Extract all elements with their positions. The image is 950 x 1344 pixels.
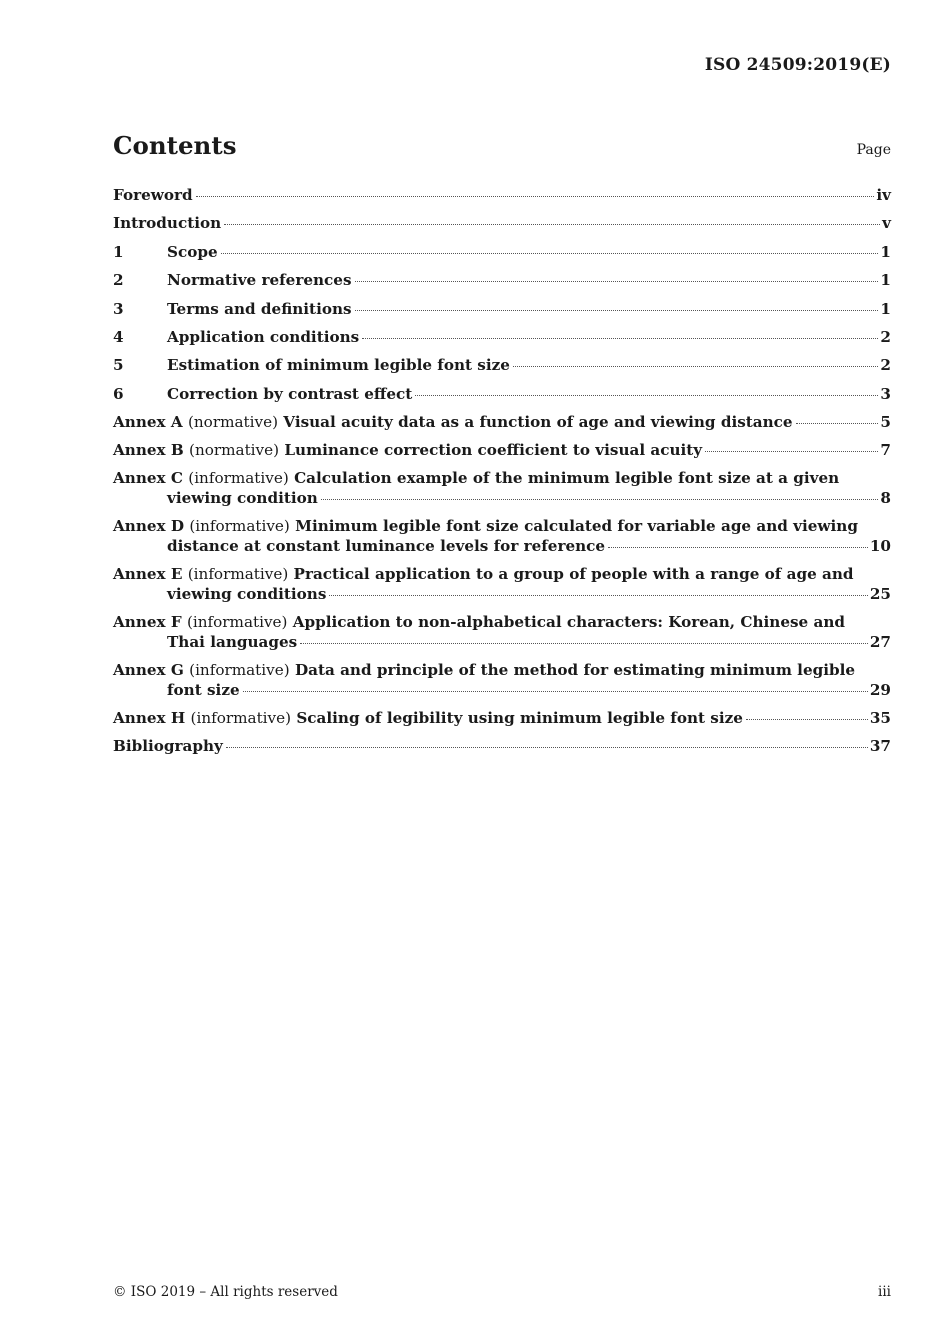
dot-leader — [513, 366, 879, 367]
annex-heading — [113, 708, 743, 728]
dot-leader — [608, 547, 868, 548]
annex-title: Calculation example of the minimum legible font size at a given — [294, 469, 840, 488]
toc-page: 7 — [880, 441, 891, 460]
annex-type: (normative) — [187, 413, 278, 432]
annex-type: (informative) — [188, 469, 289, 488]
annex-title-continued: Thai languages — [167, 633, 298, 652]
toc-page: 3 — [880, 384, 891, 403]
footer-page-number: iii — [878, 1284, 891, 1300]
toc-page: 1 — [880, 242, 891, 261]
dot-leader — [321, 499, 879, 500]
annex-title: Application to non-alphabetical characters: Korean, Chinese and — [292, 613, 845, 632]
annex-title: Visual acuity data as a function of age and viewing distance — [283, 413, 793, 432]
dot-leader — [329, 595, 867, 596]
page-column-label: Page — [856, 142, 891, 158]
dot-leader — [243, 691, 868, 692]
annex-heading — [113, 440, 702, 460]
annex-label: Annex B — [113, 441, 184, 460]
dot-leader — [362, 338, 878, 339]
annex-label: Annex F — [113, 613, 182, 632]
toc-title: Terms and definitions — [167, 299, 352, 318]
dot-leader — [796, 423, 879, 424]
toc-page: 8 — [880, 489, 891, 508]
annex-title: Data and principle of the method for estimating minimum legible — [294, 661, 856, 680]
toc-entry-introduction[interactable] — [113, 213, 891, 233]
toc-entry-annex-a[interactable] — [113, 412, 891, 432]
annex-heading — [113, 660, 891, 680]
toc-entry-bibliography[interactable] — [113, 736, 891, 756]
toc-number: 3 — [113, 299, 124, 318]
toc-title: Bibliography — [113, 737, 223, 756]
dot-leader — [705, 451, 878, 452]
toc-title: Application conditions — [167, 327, 360, 346]
annex-label: Annex G — [113, 661, 184, 680]
toc-entry-annex-c[interactable] — [113, 468, 891, 508]
toc-entry-scope[interactable] — [113, 242, 891, 262]
toc-entry-annex-f[interactable] — [113, 612, 891, 652]
annex-label: Annex E — [113, 565, 183, 584]
toc-title: Normative references — [167, 271, 352, 290]
toc-title: Foreword — [113, 186, 193, 204]
annex-title: Luminance correction coefficient to visual acuity — [284, 441, 703, 460]
annex-title: Scaling of legibility using minimum legible font size — [296, 709, 743, 728]
dot-leader — [226, 747, 868, 748]
toc-page: iv — [876, 186, 891, 204]
annex-heading — [113, 468, 891, 488]
dot-leader — [746, 719, 868, 720]
toc-page: 1 — [880, 271, 891, 290]
toc-page: 25 — [869, 585, 891, 604]
toc-number: 5 — [113, 356, 124, 375]
dot-leader — [355, 310, 879, 311]
footer-copyright: © ISO 2019 – All rights reserved — [113, 1284, 338, 1300]
annex-label: Annex A — [113, 413, 183, 432]
annex-title: Practical application to a group of people with a range of age and — [293, 565, 854, 584]
toc-entry-foreword[interactable] — [113, 185, 891, 205]
annex-title-continued: font size — [167, 681, 240, 700]
toc-page: 37 — [869, 737, 891, 756]
toc-title: Introduction — [113, 214, 222, 233]
annex-heading — [113, 612, 891, 632]
toc-entry-annex-e[interactable] — [113, 564, 891, 604]
annex-label: Annex H — [113, 709, 186, 728]
standard-id: ISO 24509:2019(E) — [704, 55, 891, 75]
annex-heading — [113, 412, 793, 432]
toc-page: 10 — [869, 537, 891, 556]
toc-number: 6 — [113, 384, 124, 403]
annex-type: (informative) — [189, 517, 290, 536]
toc-title: Estimation of minimum legible font size — [167, 356, 510, 375]
toc-entry-correction[interactable] — [113, 384, 891, 404]
annex-label: Annex D — [113, 517, 185, 536]
toc-entry-terms-definitions[interactable] — [113, 299, 891, 319]
annex-type: (normative) — [189, 441, 280, 460]
annex-title: Minimum legible font size calculated for variable age and viewing — [295, 517, 858, 536]
toc-page: 27 — [869, 633, 891, 652]
annex-type: (informative) — [190, 709, 292, 728]
toc-page: 2 — [880, 327, 891, 346]
annex-title-continued: distance at constant luminance levels for reference — [167, 537, 606, 556]
toc-entry-normative-references[interactable] — [113, 270, 891, 290]
toc-title: Scope — [167, 242, 218, 261]
annex-heading — [113, 564, 891, 584]
toc-page: 2 — [880, 356, 891, 375]
annex-heading — [113, 516, 891, 536]
dot-leader — [221, 253, 879, 254]
table-of-contents — [113, 185, 891, 765]
toc-title: Correction by contrast effect — [167, 384, 413, 403]
dot-leader — [224, 224, 880, 225]
dot-leader — [196, 196, 875, 197]
toc-number: 2 — [113, 271, 124, 290]
toc-entry-application-conditions[interactable] — [113, 327, 891, 347]
annex-title-continued: viewing conditions — [167, 585, 327, 604]
toc-entry-estimation[interactable] — [113, 355, 891, 375]
annex-type: (informative) — [187, 565, 289, 584]
dot-leader — [355, 281, 879, 282]
annex-type: (informative) — [189, 661, 290, 680]
annex-label: Annex C — [113, 469, 183, 488]
toc-entry-annex-h[interactable] — [113, 708, 891, 728]
toc-page: 1 — [880, 299, 891, 318]
toc-page: 5 — [880, 413, 891, 432]
toc-number: 1 — [113, 242, 124, 261]
annex-type: (informative) — [186, 613, 288, 632]
toc-number: 4 — [113, 327, 124, 346]
dot-leader — [300, 643, 868, 644]
dot-leader — [415, 395, 878, 396]
toc-page: 35 — [869, 709, 891, 728]
toc-page: v — [882, 214, 891, 233]
contents-title: Contents — [113, 131, 237, 160]
toc-page: 29 — [869, 681, 891, 700]
toc-entry-annex-g[interactable] — [113, 660, 891, 700]
toc-entry-annex-b[interactable] — [113, 440, 891, 460]
toc-entry-annex-d[interactable] — [113, 516, 891, 556]
annex-title-continued: viewing condition — [167, 489, 318, 508]
